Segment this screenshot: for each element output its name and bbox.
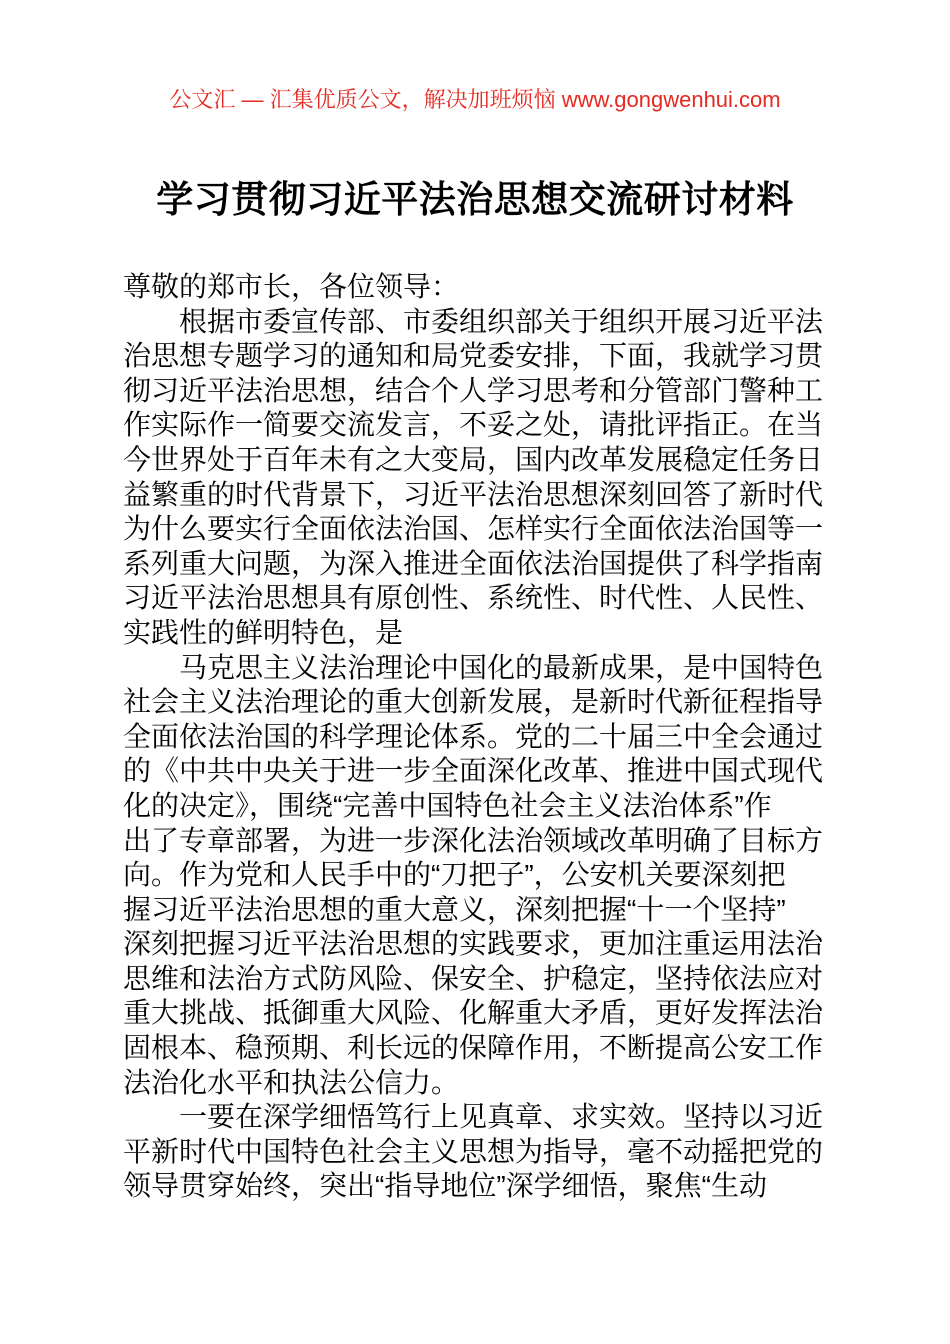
document-body <box>123 270 850 1204</box>
text-line: 系列重大问题，为深入推进全面依法治国提供了科学指南 <box>123 547 824 579</box>
text-line: 今世界处于百年未有之大变局，国内改革发展稳定任务日 <box>123 443 824 475</box>
text-line: 作实际作一简要交流发言，不妥之处，请批评指正。在当 <box>123 409 824 441</box>
text-line: 化的决定》，围绕“完善中国特色社会主义法治体系”作 <box>123 789 772 821</box>
text-line: 为什么要实行全面依法治国、怎样实行全面依法治国等一 <box>123 513 824 545</box>
document-title: 学习贯彻习近平法治思想交流研讨材料 <box>156 179 794 220</box>
promo-banner: 公文汇 — 汇集优质公文，解决加班烦恼 www.gongwenhui.com <box>169 87 781 112</box>
text-line: 向。作为党和人民手中的“刀把子”，公安机关要深刻把 <box>123 859 786 891</box>
text-line: 全面依法治国的科学理论体系。党的二十届三中全会通过 <box>123 720 824 752</box>
text-line: 法治化水平和执法公信力。 <box>123 1066 460 1098</box>
paragraph-first-point <box>123 1100 850 1204</box>
text-line: 固根本、稳预期、利长远的保障作用，不断提高公安工作 <box>123 1032 824 1064</box>
paragraph-salutation <box>123 270 850 305</box>
text-line: 深刻把握习近平法治思想的实践要求，更加注重运用法治 <box>123 928 824 960</box>
text-line: 出了专章部署，为进一步深化法治领域改革明确了目标方 <box>123 824 824 856</box>
text-line: 益繁重的时代背景下，习近平法治思想深刻回答了新时代 <box>123 478 824 510</box>
text-line: 重大挑战、抵御重大风险、化解重大矛盾，更好发挥法治 <box>123 997 824 1029</box>
text-line: 彻习近平法治思想，结合个人学习思考和分管部门警种工 <box>123 374 824 406</box>
paragraph-intro <box>123 305 850 651</box>
text-line: 根据市委宣传部、市委组织部关于组织开展习近平法 <box>123 305 824 337</box>
text-line: 的《中共中央关于进一步全面深化改革、推进中国式现代 <box>123 755 824 787</box>
text-line: 实践性的鲜明特色，是 <box>123 616 404 648</box>
text-line: 习近平法治思想具有原创性、系统性、时代性、人民性、 <box>123 582 824 614</box>
text-line: 领导贯穿始终，突出“指导地位”深学细悟，聚焦“生动 <box>123 1170 767 1202</box>
text-line: 思维和法治方式防风险、保安全、护稳定，坚持依法应对 <box>123 962 824 994</box>
text-line: 握习近平法治思想的重大意义，深刻把握“十一个坚持” <box>123 893 786 925</box>
paragraph-theory <box>123 651 850 1101</box>
text-line: 马克思主义法治理论中国化的最新成果，是中国特色 <box>123 651 824 683</box>
text-line: 一要在深学细悟笃行上见真章、求实效。坚持以习近 <box>123 1101 824 1133</box>
text-line: 平新时代中国特色社会主义思想为指导，毫不动摇把党的 <box>123 1135 824 1167</box>
text-line: 社会主义法治理论的重大创新发展，是新时代新征程指导 <box>123 686 824 718</box>
text-line: 治思想专题学习的通知和局党委安排，下面，我就学习贯 <box>123 340 824 372</box>
text-line: 尊敬的郑市长，各位领导： <box>123 271 460 302</box>
